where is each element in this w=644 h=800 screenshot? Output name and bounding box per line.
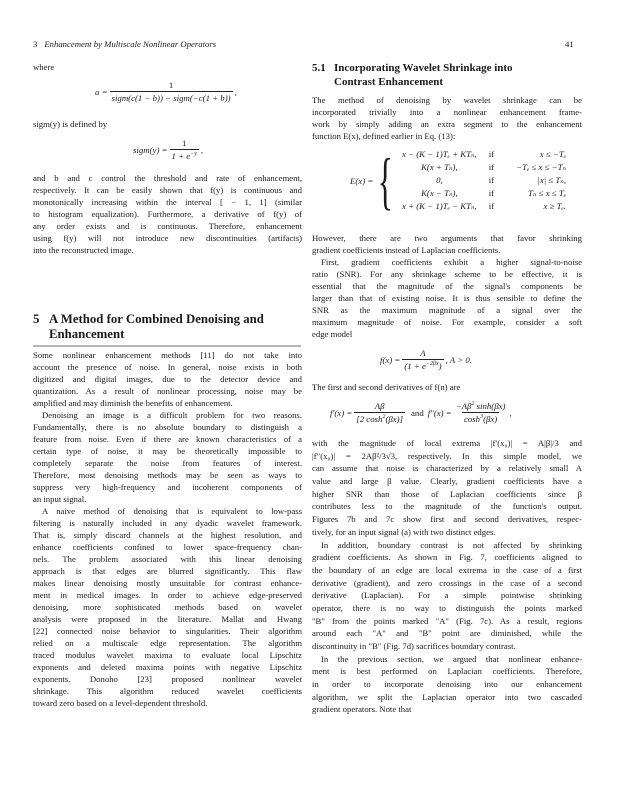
- text-line: [22] connected noise behavior to singularities. Their algorithm: [33, 626, 302, 636]
- text-line: completely separate the noise from features of interest.: [33, 458, 302, 468]
- eq-d1-den: [2 cosh: [356, 414, 383, 424]
- section-title-line2: Enhancement: [49, 327, 125, 341]
- text-line: into the reconstructed image.: [33, 245, 134, 255]
- equation-f: [380, 348, 472, 371]
- text-line: exponents. Donoho [23] proposed nonlinear wavelet: [33, 674, 302, 684]
- left-body: [33, 349, 302, 709]
- text-line: monotonically increasing within the interval [ − 1, 1] (similar: [33, 197, 302, 207]
- paragraph: [33, 505, 302, 709]
- text-line: derivative (gradient), and zero crossings in the case of a second: [312, 577, 582, 588]
- running-header: [33, 39, 216, 49]
- case-condition: x ≤ −Tₑ: [539, 149, 567, 159]
- paragraph: [312, 232, 582, 256]
- text-line: incorporated trivially into a nonlinear enhancement frame-: [312, 107, 582, 117]
- text-line: gradient coefficients instead of Laplacian coefficients.: [312, 245, 501, 255]
- text-line: an input signal.: [33, 494, 87, 504]
- text-line: maximum magnitude of noise. For example, consider a soft: [312, 317, 582, 327]
- text-line: However, there are two arguments that favor shrinking: [312, 233, 582, 243]
- eq-a-numerator: 1: [168, 80, 174, 90]
- paragraph: [33, 349, 302, 409]
- page-number: 41: [565, 39, 574, 49]
- equation-a: [95, 80, 237, 103]
- paragraph: [312, 94, 582, 142]
- eq-a-trail: ,: [234, 86, 237, 97]
- text-line: toward zero based on a level-dependent threshold.: [33, 698, 208, 708]
- text-line: ment in medical images. In order to achieve edge-preserved: [33, 590, 302, 600]
- text-line: exponents and deleted maxima points with negative Lipschitz: [33, 662, 302, 672]
- text-line: quantization. As a result of nonlinear processing, noise may be: [33, 386, 302, 396]
- sigm-intro: sigm(y) is defined by: [33, 119, 108, 129]
- text-line: traced modulus wavelet maxima to evaluate local Lipschitz: [33, 650, 302, 660]
- text-line: can assume that noise is characterized by a relatively small A: [312, 463, 582, 474]
- text-line: Figures 7b and 7c show first and second derivatives, respec-: [312, 514, 582, 525]
- paragraph: [312, 653, 582, 716]
- eq-d1-exp: 2: [382, 414, 386, 420]
- eq-sigm-den: 1 + e: [171, 151, 191, 161]
- eq-d2-lhs: f″(x) =: [427, 407, 452, 418]
- eq-f-den: (1 + e: [404, 361, 426, 371]
- case-if: if: [488, 149, 495, 159]
- paragraph: [312, 437, 582, 539]
- text-line: function E(x), defined earlier in Eq. (13):: [312, 131, 456, 141]
- eq-f-exp: −2βx: [425, 361, 439, 367]
- eq-d2-num-end: sinh(βx): [474, 401, 506, 411]
- derivatives-intro: The first and second derivatives of f(n) are: [312, 382, 461, 392]
- case-expression: x − (K − 1)Tₑ + KTₙ,: [402, 149, 477, 159]
- eq-d2-num-exp: 2: [471, 401, 475, 407]
- text-line: A naive method of denoising that is equivalent to low-pass: [42, 506, 302, 516]
- section-rule: [33, 345, 301, 347]
- paragraph: [312, 539, 582, 653]
- paragraph: [33, 172, 302, 256]
- text-line: ment is best performed on Laplacian coefficients. Therefore,: [312, 666, 582, 677]
- eq-d1-num: Aβ: [374, 401, 385, 411]
- text-line: operator, there is no way to distinguish the points marked: [312, 602, 582, 613]
- subsection-number: 5.1: [312, 62, 326, 74]
- eq-a-denominator: sigm(c(1 − b)) − sigm(−c(1 + b)): [111, 93, 231, 103]
- case-row: [398, 187, 570, 200]
- case-row: [398, 161, 570, 174]
- case-expression: K(x − Tₙ),: [421, 188, 458, 198]
- text-line: denoising, more sophisticated methods based on wavelet: [33, 602, 302, 612]
- eq-d1-den-end: (βx)]: [385, 414, 404, 424]
- text-line: with the magnitude of local extrema |f′(x₀)| = A|β|/3 and: [312, 438, 582, 448]
- paragraph: [312, 256, 582, 340]
- case-expression: 0,: [436, 175, 443, 185]
- case-row: [398, 174, 570, 187]
- equation-E: [350, 144, 570, 216]
- text-line: using f(y) will not introduce new discontinuities (artifacts): [33, 233, 302, 243]
- eq-sigm-exp: −y: [190, 151, 197, 157]
- left-brace-icon: {: [377, 144, 394, 216]
- equation-sigm: [133, 138, 203, 161]
- case-if: if: [488, 162, 495, 172]
- eq-sigm-trail: ,: [200, 144, 204, 155]
- text-line: That is, simply discard channels at the highest resolution, and: [33, 530, 302, 540]
- case-condition: Tₙ ≤ x ≤ Tₑ: [528, 188, 567, 198]
- case-condition: |x| ≤ Tₙ,: [537, 175, 567, 185]
- text-line: nels. The problem associated with this linear denoising: [33, 554, 302, 564]
- right-mid-paragraphs: [312, 232, 582, 340]
- text-line: relied on a multiscale edge representation. The algorithm: [33, 638, 302, 648]
- text-line: "B" from the points marked "A" (Fig. 7c). As a result, regions: [312, 615, 582, 626]
- right-lower-paragraphs: [312, 437, 582, 716]
- case-expression: x + (K − 1)Tₑ − KTₙ,: [402, 201, 477, 211]
- text-line: First, gradient coefficients exhibit a higher signal-to-noise: [321, 257, 582, 267]
- text-line: enhance coefficients confined to lower space-frequency chan-: [33, 542, 302, 552]
- text-line: essential that the magnitude of the signal's components be: [312, 281, 582, 291]
- eq-d2-den: cosh: [463, 414, 481, 424]
- eq-d2-den-end: (βx): [483, 414, 498, 424]
- text-line: amplified and may diminish the benefits of enhancement.: [33, 398, 233, 408]
- text-line: higher SNR than those of Laplacian coefficients since β: [312, 488, 582, 499]
- eq-sigm-numerator: 1: [182, 138, 187, 148]
- text-line: Therefore, most denoising methods may be seen as ways to: [33, 470, 302, 480]
- eq-sigm-lhs: sigm(y) =: [133, 144, 168, 155]
- case-if: if: [488, 201, 495, 211]
- section-number: 5: [33, 312, 40, 326]
- text-line: any order exists and is continuous. Therefore, enhancement: [33, 221, 302, 231]
- text-line: approach is that edges are blurred significantly. This flaw: [33, 566, 302, 576]
- case-row: [398, 200, 570, 213]
- eq-d1-lhs: f′(x) =: [330, 407, 353, 418]
- eq-a-lhs: a =: [95, 86, 108, 97]
- text-line: filtering is naturally included in any dyadic wavelet framework.: [33, 518, 302, 528]
- text-line: and b and c control the threshold and rate of enhancement,: [33, 173, 302, 183]
- text-line: the boundary of an edge are local extrema in the case of a first: [312, 564, 582, 575]
- text-line: value and large β value. Clearly, gradient coefficients have a: [312, 476, 582, 487]
- case-if: if: [488, 175, 495, 185]
- case-condition: x ≥ Tₑ.: [543, 201, 567, 211]
- text-line: derivative (Laplacian). For a simple pointwise shrinking: [312, 590, 582, 601]
- where-text: where: [33, 62, 55, 72]
- text-line: suppress very high-frequency and incoherent components of: [33, 482, 302, 492]
- right-intro-paragraph: [312, 94, 582, 142]
- text-line: Denoising an image is a difficult problem for two reasons.: [42, 410, 302, 420]
- text-line: In the previous section, we argued that nonlinear enhance-: [321, 653, 582, 664]
- text-line: analysis were proposed in the literature. Mallat and Hwang: [33, 614, 302, 624]
- section-5-heading: [33, 312, 302, 342]
- eq-d2-den-exp: 3: [480, 414, 484, 420]
- text-line: |f″(x₀)| = 2Aβ²/3√3, respectively. In this simple model, we: [312, 450, 582, 461]
- eq-and: and: [411, 407, 424, 418]
- text-line: around each "A" and "B" point are diminished, while the: [312, 628, 582, 639]
- case-if: if: [488, 188, 495, 198]
- text-line: discontinuity in "B" (Fig. 7d) sacrifices boundary contrast.: [312, 641, 516, 651]
- eq-d2-num: −Aβ: [455, 401, 472, 411]
- text-line: shrinkage. This algorithm reduced wavelet coefficients: [33, 686, 302, 696]
- text-line: algorithm, we split the Laplacian operator into two cascaded: [312, 691, 582, 702]
- text-line: makes linear denoising mostly unsuitable for contrast enhance-: [33, 578, 302, 588]
- eq-f-lhs: f(x) =: [380, 354, 401, 365]
- text-line: edge model: [312, 329, 353, 339]
- text-line: tively, for an input signal (a) with two distinct edges.: [312, 526, 496, 537]
- running-title: Enhancement by Multiscale Nonlinear Operators: [44, 39, 217, 49]
- section-5-1-heading: [312, 61, 582, 89]
- text-line: Some nonlinear enhancement methods [11] do not take into: [33, 350, 302, 360]
- text-line: to histogram equalization). Furthermore, a derivative of f(y) of: [33, 209, 302, 219]
- eq-f-trail: , A > 0.: [445, 354, 472, 365]
- text-line: In addition, boundary contrast is not affected by shrinking: [321, 539, 582, 550]
- text-line: The method of denoising by wavelet shrinkage can be: [312, 95, 582, 105]
- text-line: certain type of noise, it may be theoretically impossible to: [33, 446, 302, 456]
- eq-f-den-end: ): [438, 361, 442, 371]
- eq-f-numerator: A: [420, 348, 426, 358]
- case-condition: −Tₑ ≤ x ≤ −Tₙ: [516, 162, 567, 172]
- text-line: larger than that of existing noise. It is thus sensible to define the: [312, 293, 582, 303]
- subsection-title-line1: Incorporating Wavelet Shrinkage into: [334, 62, 513, 74]
- eq-d-trail: ,: [509, 407, 512, 418]
- text-line: gradient coefficients. As shown in Fig. 7, coefficients aligned to: [312, 552, 582, 563]
- case-expression: K(x + Tₙ),: [421, 162, 458, 172]
- text-line: contributes less to the magnitude of the function's output.: [312, 501, 582, 512]
- text-line: Fundamentally, there is no absolute boundary to distinguish a: [33, 422, 302, 432]
- case-row: [398, 148, 570, 161]
- paragraph: [33, 409, 302, 505]
- text-line: ratio (SNR). For any shrinkage scheme to be effective, it is: [312, 269, 582, 279]
- eq-E-lhs: E(x) =: [350, 175, 374, 186]
- subsection-title-line2: Contrast Enhancement: [334, 76, 444, 88]
- text-line: respectively. It can be easily shown that f(y) is continuous and: [33, 185, 302, 195]
- section-title-line1: A Method for Combined Denoising and: [49, 312, 264, 326]
- text-line: feature from noise. Even if there are known characteristics of a: [33, 434, 302, 444]
- text-line: in order to incorporate denoising into our enhancement: [312, 679, 582, 690]
- text-line: digitized and digital images, due to the detector device and: [33, 374, 302, 384]
- left-intro-paragraph: [33, 172, 302, 256]
- text-line: gradient operators. Note that: [312, 704, 412, 715]
- chapter-number: 3: [33, 39, 38, 49]
- equation-derivatives: [330, 401, 512, 424]
- text-line: SNR as the maximum magnitude of a signal over the: [312, 305, 582, 315]
- text-line: account the presence of noise. In general, noise exists in both: [33, 362, 302, 372]
- text-line: work by simply adding an extra segment to the enhancement: [312, 119, 582, 129]
- eq-E-cases: [398, 148, 570, 213]
